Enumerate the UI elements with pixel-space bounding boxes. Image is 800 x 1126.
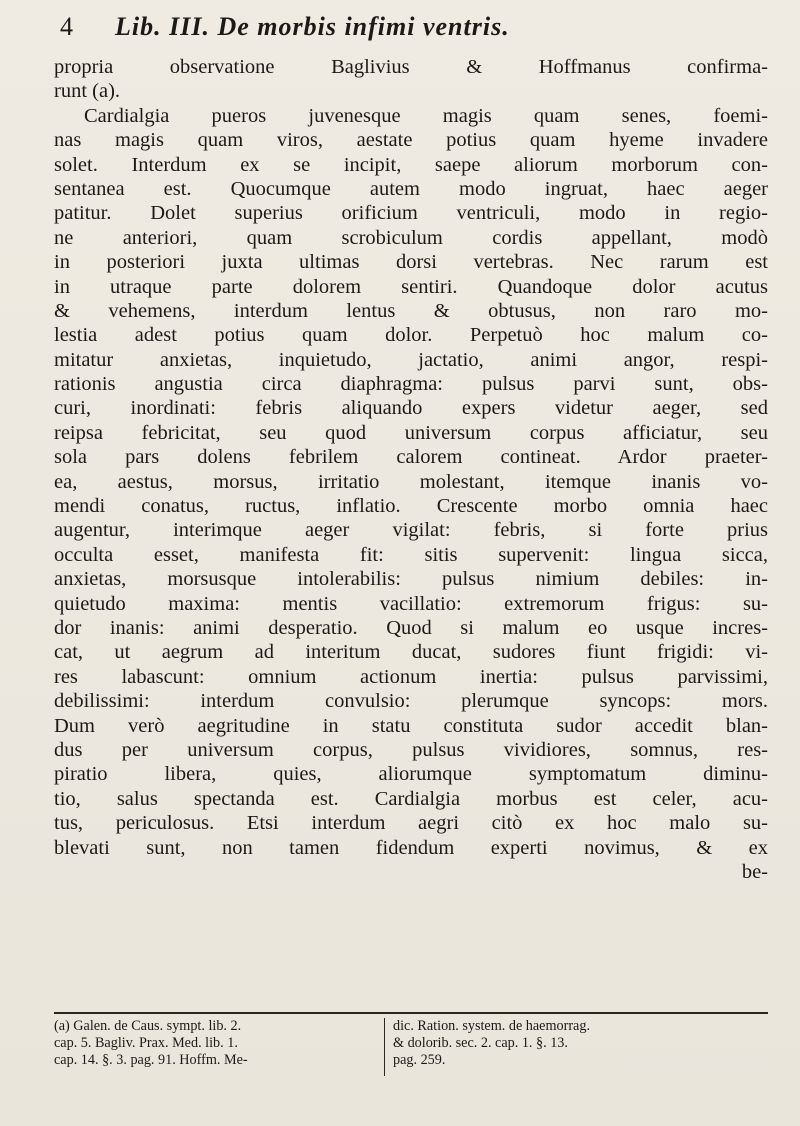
text-line: tio, salus spectanda est. Cardialgia morbus est celer, acu- — [54, 787, 768, 810]
text-line: cat, ut aegrum ad interitum ducat, sudores fiunt frigidi: vi- — [54, 641, 768, 664]
text-line: rationis angustia circa diaphragma: pulsus parvi sunt, obs- — [54, 373, 768, 396]
text-line: in posteriori juxta ultimas dorsi vertebras. Nec rarum est — [54, 251, 768, 274]
text-line: dus per universum corpus, pulsus vividiores, somnus, res- — [54, 738, 768, 761]
text-line: anxietas, morsusque intolerabilis: pulsus nimium debiles: in- — [54, 568, 768, 591]
page-number: 4 — [60, 12, 73, 41]
page-header — [60, 12, 760, 52]
text-line: ne anteriori, quam scrobiculum cordis appellant, modò — [54, 226, 768, 249]
footnote-line: (a) Galen. de Caus. sympt. lib. 2. — [54, 1018, 242, 1034]
text-line: mitatur anxietas, inquietudo, jactatio, animi angor, respi- — [54, 348, 768, 371]
text-line: occulta esset, manifesta fit: sitis supervenit: lingua sicca, — [54, 543, 768, 566]
text-line: tus, periculosus. Etsi interdum aegri citò ex hoc malo su- — [54, 812, 768, 835]
text-line: Cardialgia pueros juvenesque magis quam senes, foemi- — [84, 104, 768, 127]
text-line: propria observatione Baglivius & Hoffmanus confirma- — [54, 56, 768, 78]
catchword: be- — [741, 860, 768, 883]
text-line: blevati sunt, non tamen fidendum experti novimus, & ex — [54, 836, 768, 859]
text-line: dor inanis: animi desperatio. Quod si malum eo usque incres- — [54, 616, 768, 639]
footnote-column-left — [54, 1018, 372, 1069]
text-line: quietudo maxima: mentis vacillatio: extremorum frigus: su- — [54, 592, 768, 615]
footnote-rule — [54, 1012, 768, 1014]
footnote-line: & dolorib. sec. 2. cap. 1. §. 13. — [393, 1035, 568, 1051]
text-line: in utraque parte dolorem sentiri. Quandoque dolor acutus — [54, 275, 768, 298]
text-line: sola pars dolens febrilem calorem contineat. Ardor praeter- — [54, 446, 768, 469]
text-line: patitur. Dolet superius orificium ventriculi, modo in regio- — [54, 202, 768, 225]
footnote-line: pag. 259. — [393, 1052, 446, 1068]
text-line: debilissimi: interdum convulsio: plerumque syncops: mors. — [54, 690, 768, 713]
text-line: ea, aestus, morsus, irritatio molestant, itemque inanis vo- — [54, 470, 768, 493]
text-line: mendi conatus, ructus, inflatio. Crescente morbo omnia haec — [54, 495, 768, 518]
text-line: Dum verò aegritudine in statu constituta sudor accedit blan- — [54, 714, 768, 737]
text-line: nas magis quam viros, aestate potius quam hyeme invadere — [54, 129, 768, 152]
text-line: sentanea est. Quocumque autem modo ingruat, haec aeger — [54, 177, 768, 200]
footnote-column-right — [384, 1018, 777, 1076]
text-line: curi, inordinati: febris aliquando expers videtur aeger, sed — [54, 397, 768, 420]
text-line: lestia adest potius quam dolor. Perpetuò hoc malum co- — [54, 324, 768, 347]
text-line: res labascunt: omnium actionum inertia: pulsus parvissimi, — [54, 665, 768, 688]
text-line: & vehemens, interdum lentus & obtusus, non raro mo- — [54, 299, 768, 322]
body-text — [54, 55, 768, 884]
text-line: reipsa febricitat, seu quod universum corpus afficiatur, seu — [54, 421, 768, 444]
text-line: runt (a). — [54, 80, 121, 103]
text-line: solet. Interdum ex se incipit, saepe aliorum morborum con- — [54, 153, 768, 176]
footnote-line: dic. Ration. system. de haemorrag. — [393, 1018, 590, 1034]
footnote-line: cap. 5. Bagliv. Prax. Med. lib. 1. — [54, 1035, 238, 1051]
text-line: piratio libera, quies, aliorumque symptomatum diminu- — [54, 763, 768, 786]
footnotes — [54, 1018, 768, 1098]
text-line: augentur, interimque aeger vigilat: febris, si forte prius — [54, 519, 768, 542]
running-title: Lib. III. De morbis infimi ventris. — [115, 12, 510, 41]
footnote-line: cap. 14. §. 3. pag. 91. Hoffm. Me- — [54, 1052, 248, 1068]
